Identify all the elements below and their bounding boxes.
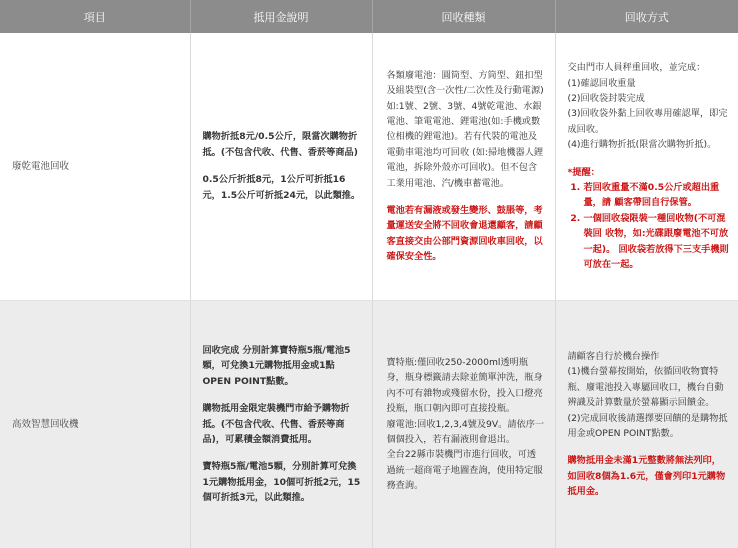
tip-title: *提醒： — [567, 166, 600, 178]
description-paragraph: 回收完成 分別計算寶特瓶5瓶/電池5顆，可兌換1元購物抵用金或1點OPEN POINT點數。 — [202, 344, 351, 387]
table-row-smart-machine — [0, 300, 738, 548]
header-row — [0, 0, 738, 33]
types-paragraph: 各類廢電池：圓筒型、方筒型、鈕扣型及組裝型(含一次性/二次性及行動電源)如:1號、2號、3號、4號乾電池、水銀電池、筆電電池、鋰電池(如:手機或數位相機的鋰電池)。若有代裝的電池及電動車電池均可回收 (如:掃地機器人鋰電池，拆除外殼亦可回收)。但不包含工業用電池、汽/機車蓄電池。 — [386, 69, 544, 189]
method-note: 購物抵用金未滿1元整數將無法列印，如回收8個為1.6元，僅會列印1元購物抵用金。 — [567, 455, 726, 498]
description-cell — [190, 33, 372, 300]
tip-list — [568, 180, 731, 272]
method-intro: 請顧客自行於機台操作 — [567, 350, 660, 362]
method-step: (1)確認回收重量 — [567, 77, 636, 89]
method-intro: 交由門市人員秤重回收，並完成： — [567, 62, 706, 74]
types-cell — [372, 300, 555, 548]
description-paragraph: 購物抵用金限定裝機門市給予購物折抵。(不包含代收、代售、香菸等商品)，可累積金額消費抵用。 — [202, 403, 350, 445]
types-paragraph: 全台22縣市裝機門市進行回收，可透過統一超商電子地圖查詢，使用特定服務查詢。 — [386, 449, 543, 492]
header-description: 抵用金說明 — [190, 0, 372, 33]
types-cell — [372, 33, 555, 300]
method-cell — [555, 300, 738, 548]
description-paragraph: 寶特瓶5瓶/電池5顆，分別計算可兌換1元購物抵用金，10個可折抵2元，15個可折抵3元，以此類推。 — [202, 461, 361, 504]
types-paragraph: 廢電池:回收1,2,3,4號及9V。請依序一個個投入，若有漏液則會退出。 — [386, 418, 545, 445]
description-paragraph: 購物折抵8元/0.5公斤，限當次購物折抵。(不包含代收、代售、香菸等商品) — [202, 131, 358, 158]
item-name: 廢乾電池回收 — [0, 33, 190, 300]
method-step: (4)進行購物折抵(限當次購物折抵)。 — [567, 139, 717, 151]
item-name: 高效智慧回收機 — [0, 300, 190, 548]
tip-item: 2. 一個回收袋限裝一種回收物(不可混裝回 收物，如:光碟跟廢電池不可放一起)。 回收袋若放得下三支手機則可放在一起。 — [584, 211, 731, 273]
method-step: (1)機台螢幕按開始，依循回收物寶特瓶、廢電池投入專屬回收口，機台自動辨識及計算數量於螢幕顯示回饋金。 — [567, 366, 724, 409]
header-recycle-method: 回收方式 — [555, 0, 738, 33]
header-recycle-types: 回收種類 — [372, 0, 555, 33]
types-paragraph: 寶特瓶:僅回收250-2000ml透明瓶身，瓶身標籤請去除並簡單沖洗，瓶身內不可有雜物或殘留水份，投入口燈亮投瓶，瓶口朝內即可直接投瓶。 — [386, 356, 543, 415]
method-step: (3)回收袋外黏上回收專用確認單，即完成回收。 — [567, 108, 728, 135]
method-step: (2)回收袋封裝完成 — [567, 92, 645, 104]
tip-item: 1. 若回收重量不滿0.5公斤或超出重量，請 顧客帶回自行保管。 — [584, 180, 731, 211]
table-row-battery — [0, 33, 738, 300]
types-warning: 電池若有漏液或發生變形、鼓脹等，考量運送安全將不回收會退還顧客，請顧客直接交由公部門資源回收車回收，以確保安全性。 — [386, 205, 543, 263]
description-cell — [190, 300, 372, 548]
description-paragraph: 0.5公斤折抵8元，1公斤可折抵16元，1.5公斤可折抵24元，以此類推。 — [202, 174, 361, 201]
method-cell — [555, 33, 738, 300]
header-item: 項目 — [0, 0, 190, 33]
method-step: (2)完成回收後請選擇要回饋的是購物抵用金或OPEN POINT點數。 — [567, 412, 728, 439]
